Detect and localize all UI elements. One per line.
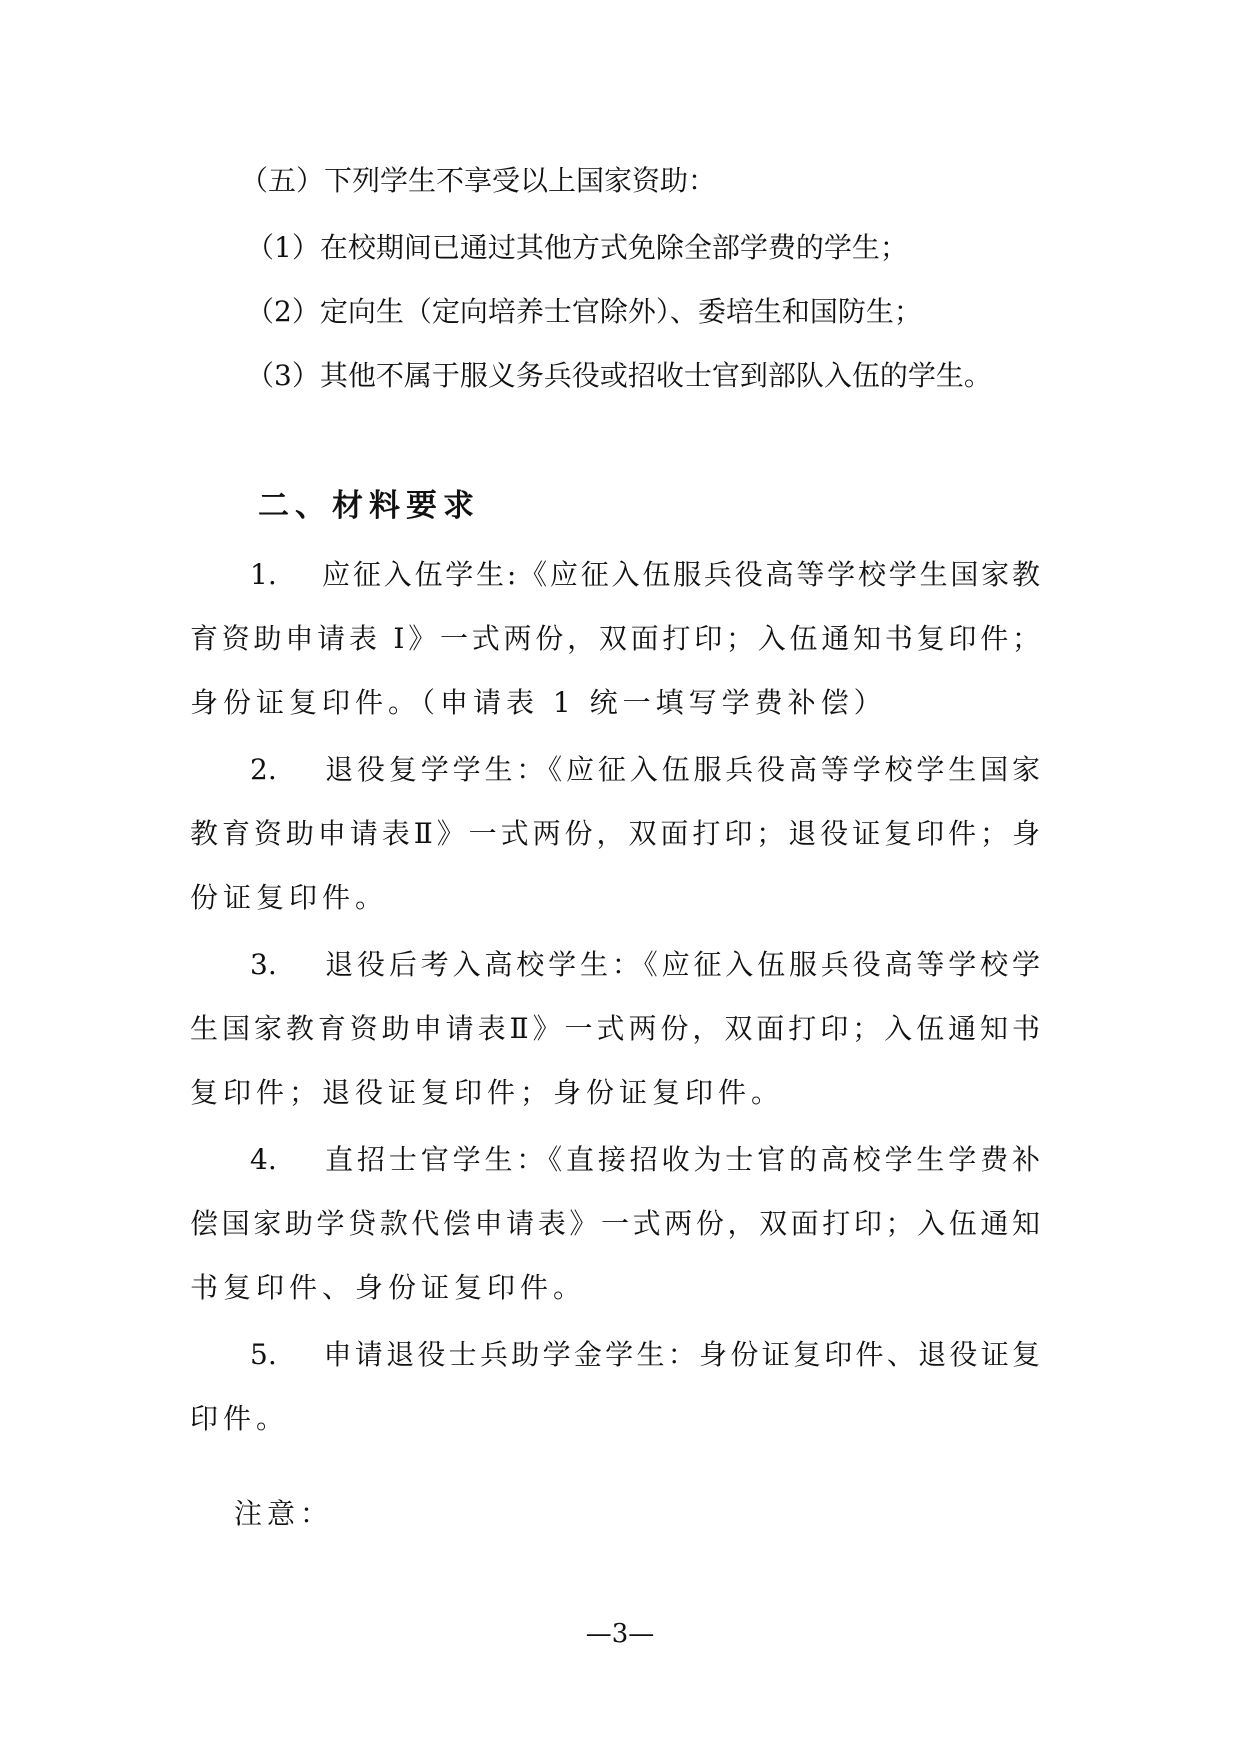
note-label: 注意： bbox=[234, 1497, 334, 1530]
material-item-1-line-1: 1. 应征入伍学生:《应征入伍服兵役高等学校学生国家教 bbox=[250, 558, 1040, 591]
material-item-5-line-1: 5. 申请退役士兵助学金学生：身份证复印件、退役证复 bbox=[250, 1338, 1040, 1371]
material-item-3-line-3: 复印件；退役证复印件；身份证复印件。 bbox=[190, 1076, 785, 1109]
material-item-2-line-2: 教育资助申请表Ⅱ》一式两份，双面打印；退役证复印件；身 bbox=[190, 817, 1040, 850]
material-item-3-line-1: 3. 退役后考入高校学生：《应征入伍服兵役高等学校学 bbox=[250, 948, 1040, 981]
section5-item-2: （2）定向生（定向培养士官除外）、委培生和国防生； bbox=[246, 295, 922, 328]
page-number: —3— bbox=[585, 1619, 655, 1649]
material-item-1-line-3: 身份证复印件。（申请表 1 统一填写学费补偿） bbox=[190, 686, 887, 719]
section5-title: （五）下列学生不享受以上国家资助： bbox=[240, 164, 717, 197]
section5-item-3: （3）其他不属于服义务兵役或招收士官到部队入伍的学生。 bbox=[246, 359, 992, 392]
section2-heading: 二、材料要求 bbox=[258, 488, 480, 524]
material-item-2-line-3: 份证复印件。 bbox=[190, 881, 389, 914]
material-item-2-line-1: 2. 退役复学学生：《应征入伍服兵役高等学校学生国家 bbox=[250, 753, 1040, 786]
material-item-1-line-2: 育资助申请表 I》一式两份，双面打印；入伍通知书复印件； bbox=[190, 622, 1040, 655]
material-item-4-line-3: 书复印件、身份证复印件。 bbox=[190, 1271, 587, 1304]
material-item-4-line-2: 偿国家助学贷款代偿申请表》一式两份，双面打印；入伍通知 bbox=[190, 1207, 1040, 1240]
section5-item-1: （1）在校期间已通过其他方式免除全部学费的学生； bbox=[246, 231, 908, 264]
material-item-4-line-1: 4. 直招士官学生：《直接招收为士官的高校学生学费补 bbox=[250, 1143, 1040, 1176]
material-item-3-line-2: 生国家教育资助申请表Ⅱ》一式两份，双面打印；入伍通知书 bbox=[190, 1012, 1040, 1045]
material-item-5-line-2: 印件。 bbox=[190, 1402, 290, 1435]
